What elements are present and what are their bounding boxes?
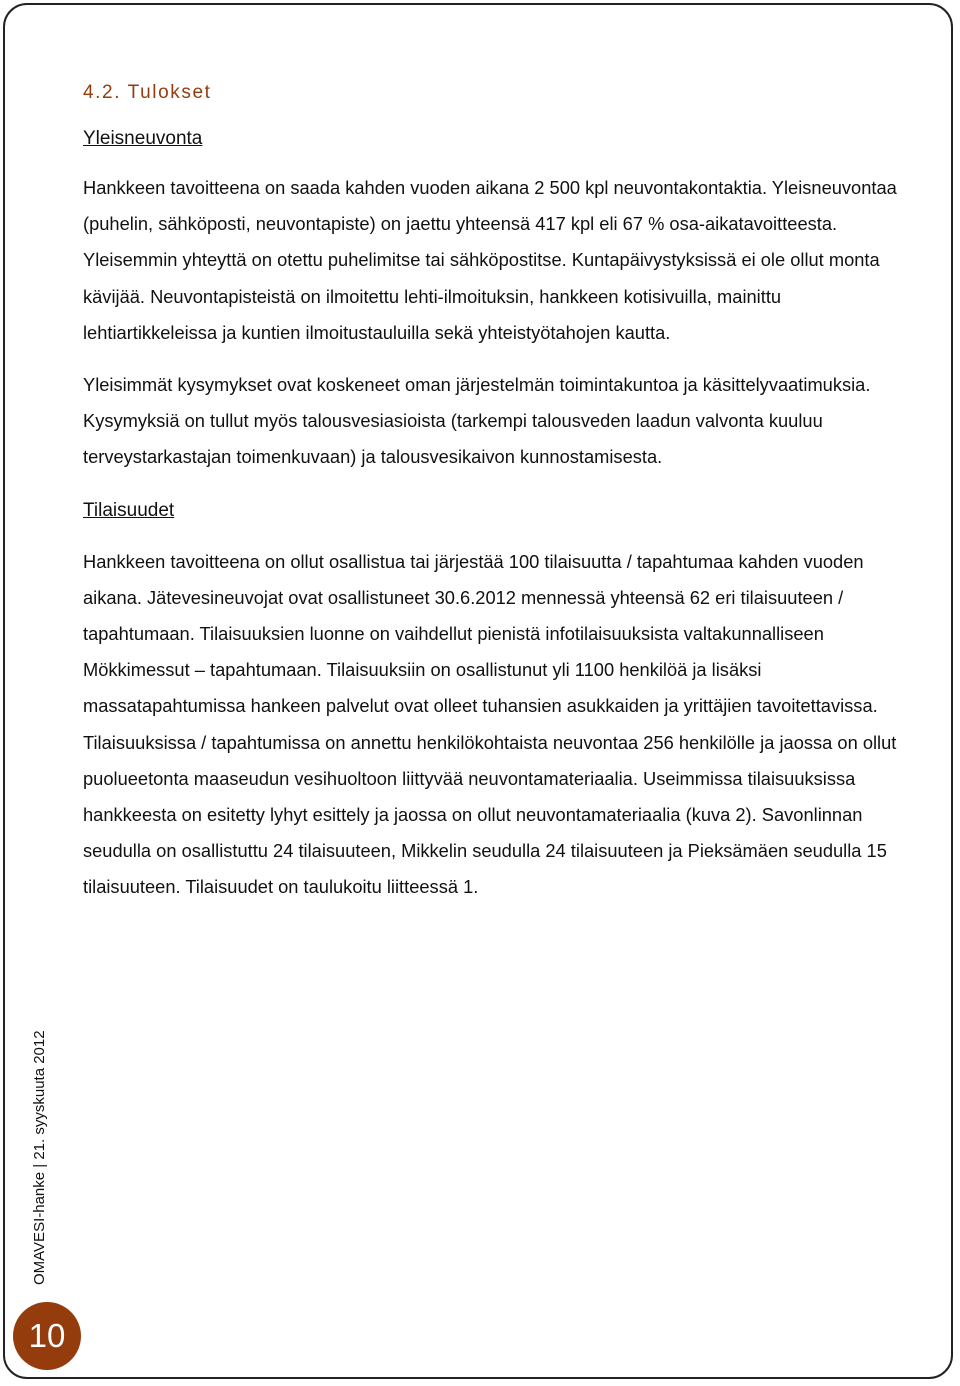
paragraph-yleisneuvonta-2: Yleisimmät kysymykset ovat koskeneet oman järjestelmän toimintakuntoa ja käsittelyvaatimuksia. Kysymyksiä on tullut myös talousvesiasioista (tarkempi talousveden laadun valvonta kuuluu terveystarkastajan toimenkuvaan) ja talousvesikaivon kunnostamisesta. [83, 374, 871, 468]
page-number-badge [13, 1302, 81, 1370]
paragraph-yleisneuvonta-1: Hankkeen tavoitteena on saada kahden vuoden aikana 2 500 kpl neuvontakontaktia. Yleisneuvontaa (puhelin, sähköposti, neuvontapiste) on jaettu yhteensä 417 kpl eli 67 % osa-aikatavoitteesta. Yleisemmin yhteyttä on otettu puhelimitse tai sähköpostitse. Kuntapäivystyksissä ei ole ollut monta kävijää. Neuvontapisteistä on ilmoitettu lehti-ilmoituksin, hankkeen kotisivuilla, mainittu lehtiartikkeleissa ja kuntien ilmoitustauluilla sekä yhteistyötahojen kautta. [83, 177, 897, 343]
paragraph-tilaisuudet-1: Hankkeen tavoitteena on ollut osallistua tai järjestää 100 tilaisuutta / tapahtumaa kahden vuoden aikana. Jätevesineuvojat ovat osallistuneet 30.6.2012 mennessä yhteensä 62 eri tilaisuuteen / tapahtumaan. Tilaisuuksien luonne on vaihdellut pienistä infotilaisuuksista valtakunnalliseen Mökkimessut – tapahtumaan. Tilaisuuksiin on osallistunut yli 1100 henkilöä ja lisäksi massatapahtumissa hankeen palvelut ovat olleet tuhansien asukkaiden ja yrittäjien tavoitettavissa. Tilaisuuksissa / tapahtumissa on annettu henkilökohtaista neuvontaa 256 henkilölle ja jaossa on ollut puolueetonta maaseudun vesihuoltoon liittyvää neuvontamateriaalia. Useimmissa tilaisuuksissa hankkeesta on esitetty lyhyt esittely ja jaossa on ollut neuvontamateriaalia (kuva 2). Savonlinnan seudulla on osallistuttu 24 tilaisuuteen, Mikkelin seudulla 24 tilaisuuteen ja Pieksämäen seudulla 15 tilaisuuteen. Tilaisuudet on taulukoitu liitteessä 1. [83, 550, 897, 898]
page-content [83, 78, 903, 906]
subheading-yleisneuvonta: Yleisneuvonta [83, 128, 203, 149]
page-number: 10 [28, 1317, 66, 1354]
footer-side-text: OMAVESI-hanke | 21. syyskuuta 2012 [31, 1030, 48, 1285]
subheading-tilaisuudet: Tilaisuudet [83, 499, 175, 521]
section-heading: 4.2. Tulokset [83, 82, 212, 103]
